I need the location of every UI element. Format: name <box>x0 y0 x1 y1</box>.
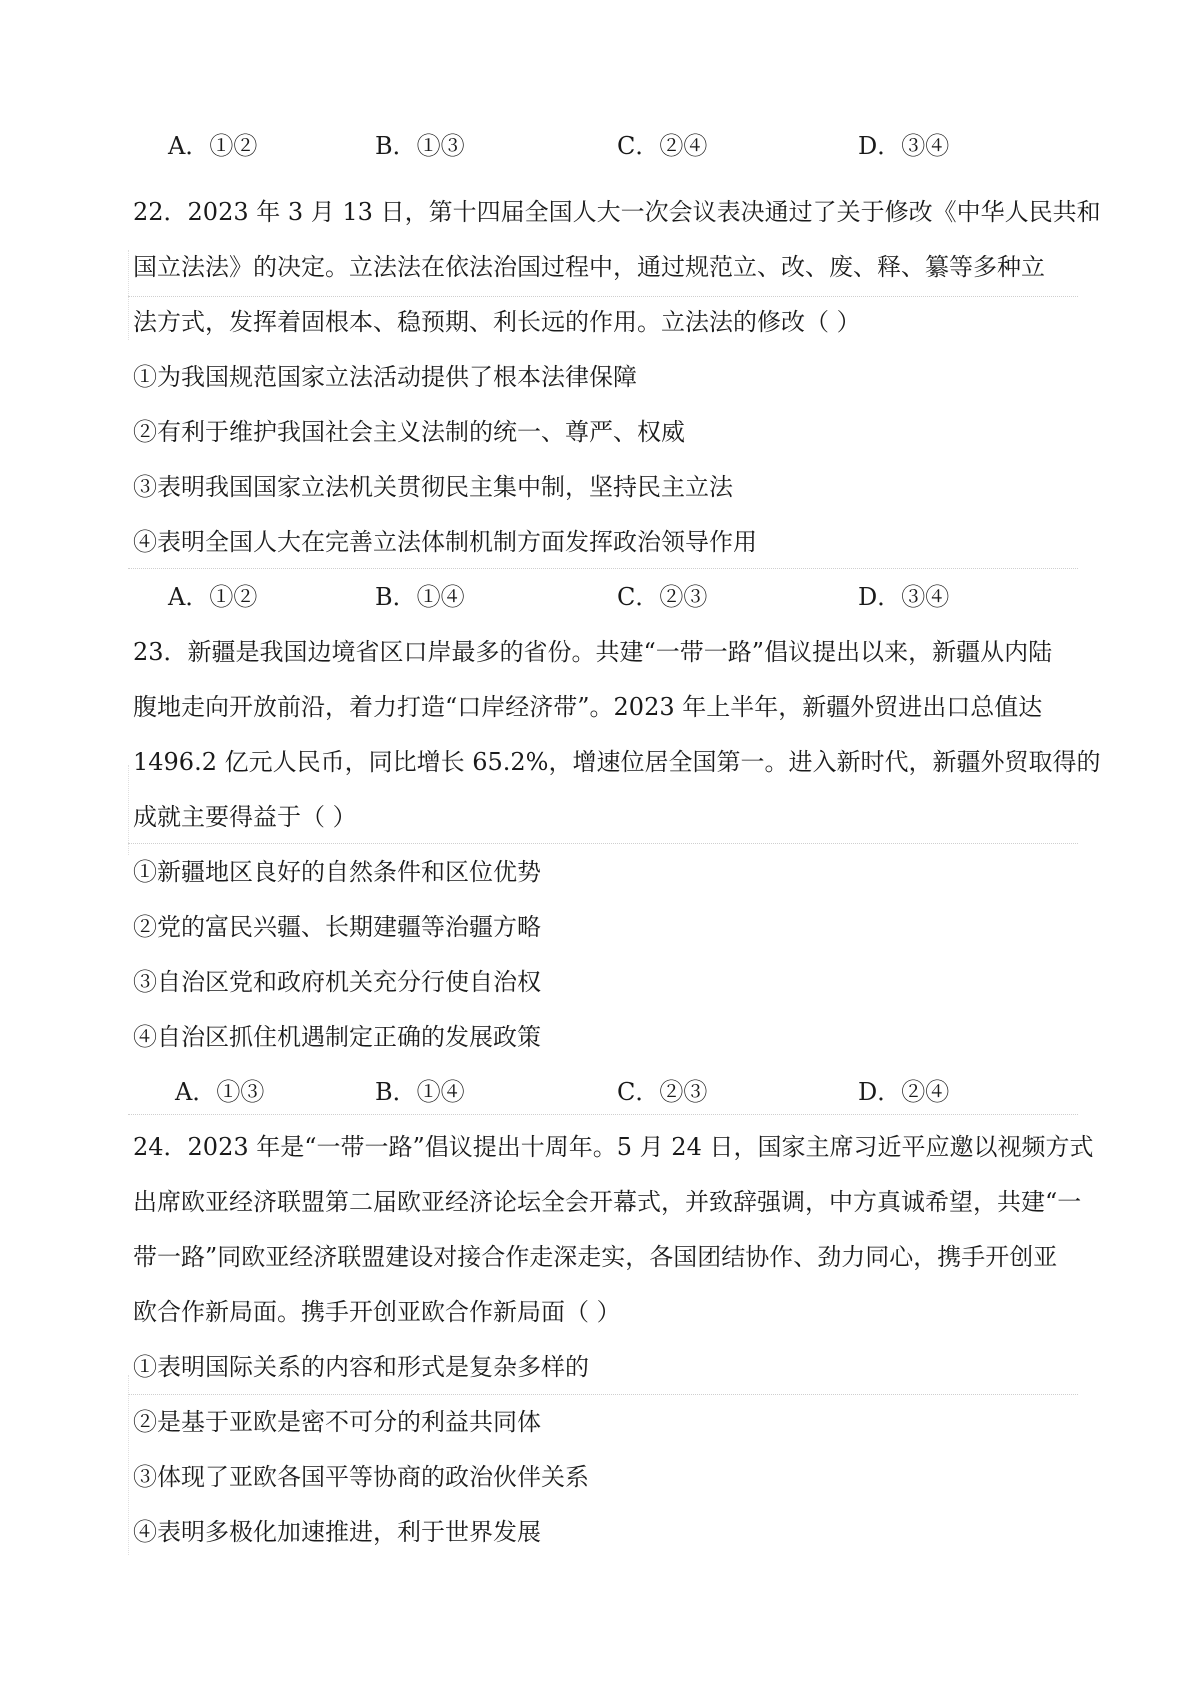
q21-option-a: A．①② <box>168 132 258 160</box>
q22-item-4: ④表明全国人大在完善立法体制机制方面发挥政治领导作用 <box>133 528 757 556</box>
q22-option-a: A．①② <box>168 583 258 611</box>
q22-stem-line: 国立法法》的决定。立法法在依法治国过程中，通过规范立、改、废、释、纂等多种立 <box>133 253 1045 281</box>
q24-stem-line: 欧合作新局面。携手开创亚欧合作新局面（ ） <box>133 1298 621 1326</box>
q21-option-b: B．①③ <box>375 132 465 160</box>
q22-stem-line: 22．2023 年 3 月 13 日，第十四届全国人大一次会议表决通过了关于修改《中华人民共和 <box>133 198 1101 226</box>
q24-item-4: ④表明多极化加速推进，利于世界发展 <box>133 1518 541 1546</box>
q21-option-d: D．③④ <box>858 132 950 160</box>
q22-item-1: ①为我国规范国家立法活动提供了根本法律保障 <box>133 363 637 391</box>
dotted-margin-guide <box>128 1375 129 1555</box>
q22-stem-line: 法方式，发挥着固根本、稳预期、利长远的作用。立法法的修改（ ） <box>133 308 861 336</box>
q24-item-1: ①表明国际关系的内容和形式是复杂多样的 <box>133 1353 589 1381</box>
q24-stem-line: 出席欧亚经济联盟第二届欧亚经济论坛全会开幕式，并致辞强调，中方真诚希望，共建“一 <box>133 1188 1082 1216</box>
q21-option-c: C．②④ <box>617 132 708 160</box>
dotted-margin-guide <box>128 765 129 855</box>
q23-item-1: ①新疆地区良好的自然条件和区位优势 <box>133 858 541 886</box>
q23-stem-line: 1496.2 亿元人民币，同比增长 65.2%，增速位居全国第一。进入新时代，新疆外贸取得的 <box>133 748 1101 776</box>
q22-option-c: C．②③ <box>617 583 708 611</box>
q23-stem-line: 成就主要得益于（ ） <box>133 803 357 831</box>
q24-item-2: ②是基于亚欧是密不可分的利益共同体 <box>133 1408 541 1436</box>
q22-option-b: B．①④ <box>375 583 465 611</box>
q24-stem-line: 24．2023 年是“一带一路”倡议提出十周年。5 月 24 日，国家主席习近平应邀以视频方式 <box>133 1133 1094 1161</box>
q22-option-d: D．③④ <box>858 583 950 611</box>
q23-option-d: D．②④ <box>858 1078 950 1106</box>
q22-item-2: ②有利于维护我国社会主义法制的统一、尊严、权威 <box>133 418 685 446</box>
dotted-divider <box>128 296 1078 297</box>
q23-option-b: B．①④ <box>375 1078 465 1106</box>
q23-item-2: ②党的富民兴疆、长期建疆等治疆方略 <box>133 913 541 941</box>
q23-stem-line: 腹地走向开放前沿，着力打造“口岸经济带”。2023 年上半年，新疆外贸进出口总值达 <box>133 693 1043 721</box>
dotted-margin-guide <box>128 250 129 340</box>
dotted-divider <box>128 568 1078 569</box>
dotted-divider <box>128 1394 1078 1395</box>
dotted-divider <box>128 1114 1078 1115</box>
q23-item-4: ④自治区抓住机遇制定正确的发展政策 <box>133 1023 541 1051</box>
dotted-divider <box>128 843 1078 844</box>
q22-item-3: ③表明我国国家立法机关贯彻民主集中制，坚持民主立法 <box>133 473 733 501</box>
q23-option-a: A．①③ <box>175 1078 265 1106</box>
q23-option-c: C．②③ <box>617 1078 708 1106</box>
q24-item-3: ③体现了亚欧各国平等协商的政治伙伴关系 <box>133 1463 589 1491</box>
q23-item-3: ③自治区党和政府机关充分行使自治权 <box>133 968 541 996</box>
q23-stem-line: 23．新疆是我国边境省区口岸最多的省份。共建“一带一路”倡议提出以来，新疆从内陆 <box>133 638 1053 666</box>
q24-stem-line: 带一路”同欧亚经济联盟建设对接合作走深走实，各国团结协作、劲力同心，携手开创亚 <box>133 1243 1058 1271</box>
